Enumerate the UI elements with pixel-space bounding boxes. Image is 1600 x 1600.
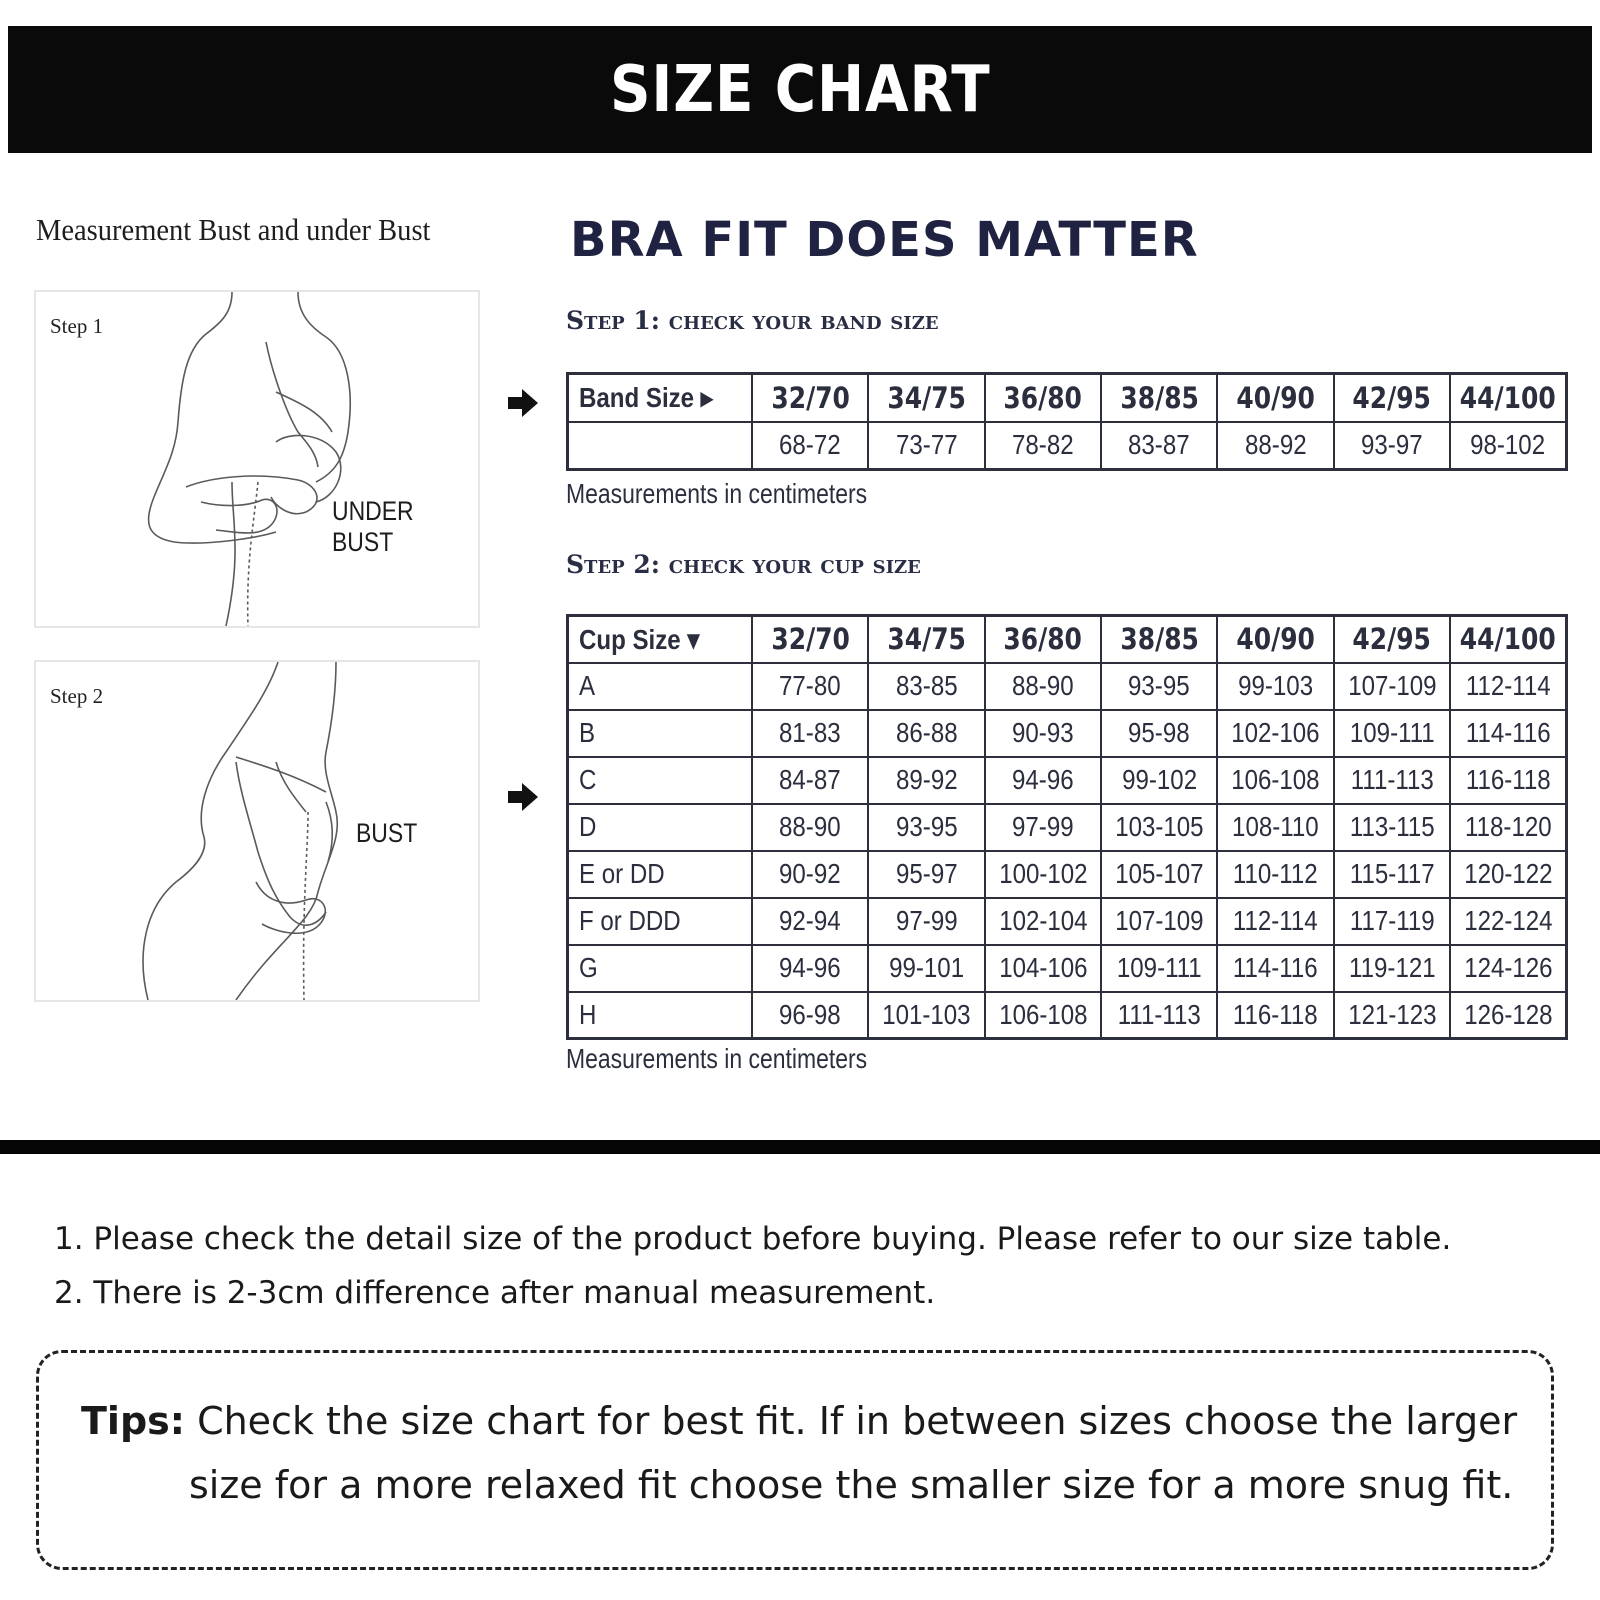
cup-measurement-cell: 112-114 <box>1217 898 1333 945</box>
cup-measurement-cell: 108-110 <box>1217 804 1333 851</box>
band-size-col: 34/75 <box>868 374 984 422</box>
step2-heading <box>566 550 921 579</box>
tips-line1: Check the size chart for best fit. If in between sizes choose the larger <box>197 1399 1518 1443</box>
band-header-row <box>568 374 1567 422</box>
cup-measurement-cell: 96-98 <box>752 992 868 1039</box>
cup-size-table <box>566 614 1568 1040</box>
cup-size-col: 34/75 <box>868 616 984 663</box>
band-measurement-cell: 88-92 <box>1217 422 1333 470</box>
cup-size-col: 42/95 <box>1334 616 1450 663</box>
cup-measurement-cell: 109-111 <box>1334 710 1450 757</box>
cup-measurement-cell: 124-126 <box>1450 945 1566 992</box>
band-size-col: 40/90 <box>1217 374 1333 422</box>
cup-measurement-cell: 86-88 <box>868 710 984 757</box>
cup-measurement-cell: 112-114 <box>1450 663 1566 710</box>
band-measurement-cell: 78-82 <box>985 422 1101 470</box>
band-size-col: 36/80 <box>985 374 1101 422</box>
band-size-col: 44/100 <box>1450 374 1566 422</box>
band-size-col: 38/85 <box>1101 374 1217 422</box>
tips-box <box>36 1350 1554 1570</box>
cup-letter-cell: C <box>568 757 753 804</box>
cup-measurement-cell: 97-99 <box>985 804 1101 851</box>
band-size-col: 32/70 <box>752 374 868 422</box>
size-chart-banner <box>8 26 1592 153</box>
cup-measurement-cell: 99-102 <box>1101 757 1217 804</box>
cup-measurement-cell: 92-94 <box>752 898 868 945</box>
cup-measurement-cell: 84-87 <box>752 757 868 804</box>
step1-heading-title: check your band size <box>668 306 939 335</box>
cup-measurement-cell: 111-113 <box>1334 757 1450 804</box>
cup-row <box>568 804 1567 851</box>
cup-header-row <box>568 616 1567 663</box>
cup-measurement-cell: 121-123 <box>1334 992 1450 1039</box>
band-size-col: 42/95 <box>1334 374 1450 422</box>
cup-measurement-cell: 111-113 <box>1101 992 1217 1039</box>
cup-measurement-cell: 104-106 <box>985 945 1101 992</box>
cup-measurement-cell: 89-92 <box>868 757 984 804</box>
cup-measurement-cell: 81-83 <box>752 710 868 757</box>
cup-row <box>568 710 1567 757</box>
cup-measurement-cell: 107-109 <box>1334 663 1450 710</box>
cup-measurement-cell: 97-99 <box>868 898 984 945</box>
band-measurement-cell: 98-102 <box>1450 422 1566 470</box>
cup-measurement-cell: 101-103 <box>868 992 984 1039</box>
cup-measurement-cell: 94-96 <box>985 757 1101 804</box>
cup-row <box>568 851 1567 898</box>
band-measurement-cell: 83-87 <box>1101 422 1217 470</box>
cup-size-col: 32/70 <box>752 616 868 663</box>
cup-letter-cell: B <box>568 710 753 757</box>
cup-measurement-cell: 116-118 <box>1217 992 1333 1039</box>
cup-letter-cell: E or DD <box>568 851 753 898</box>
cup-row <box>568 898 1567 945</box>
cup-row <box>568 992 1567 1039</box>
cup-row <box>568 945 1567 992</box>
cup-measurement-cell: 126-128 <box>1450 992 1566 1039</box>
band-measurement-cell: 93-97 <box>1334 422 1450 470</box>
cup-measurement-cell: 115-117 <box>1334 851 1450 898</box>
cup-measurement-cell: 88-90 <box>985 663 1101 710</box>
cup-measurement-cell: 83-85 <box>868 663 984 710</box>
cup-letter-cell: H <box>568 992 753 1039</box>
cup-measurement-cell: 99-103 <box>1217 663 1333 710</box>
note-item: 1. Please check the detail size of the product before buying. Please refer to our size table. <box>54 1221 1452 1257</box>
band-size-table <box>566 372 1568 471</box>
cup-size-label: Cup Size ▾ <box>568 616 753 663</box>
cup-measurement-cell: 116-118 <box>1450 757 1566 804</box>
cup-measurement-cell: 114-116 <box>1450 710 1566 757</box>
cup-row <box>568 757 1567 804</box>
cup-size-col: 36/80 <box>985 616 1101 663</box>
cup-size-col: 38/85 <box>1101 616 1217 663</box>
cup-measurement-cell: 113-115 <box>1334 804 1450 851</box>
cup-measurement-cell: 95-97 <box>868 851 984 898</box>
cup-measurement-cell: 100-102 <box>985 851 1101 898</box>
tips-label: Tips: <box>81 1399 185 1443</box>
step2-label: Step 2 <box>50 684 104 708</box>
cup-measurement-cell: 110-112 <box>1217 851 1333 898</box>
cup-measurement-cell: 102-104 <box>985 898 1101 945</box>
tips-line2: size for a more relaxed fit choose the smaller size for a more snug fit. <box>189 1463 1514 1507</box>
bra-fit-heading: BRA FIT DOES MATTER <box>570 212 1199 268</box>
step1-illustration-panel <box>34 290 480 628</box>
under-bust-label: UNDER BUST <box>332 496 414 557</box>
cup-measurement-cell: 117-119 <box>1334 898 1450 945</box>
measurement-heading: Measurement Bust and under Bust <box>36 212 431 247</box>
section-divider <box>0 1140 1600 1154</box>
cup-measurement-cell: 93-95 <box>868 804 984 851</box>
band-measurement-row <box>568 422 1567 470</box>
cup-measurement-cell: 114-116 <box>1217 945 1333 992</box>
cup-measurement-cell: 95-98 <box>1101 710 1217 757</box>
step1-heading-prefix: Step 1: <box>566 306 661 335</box>
tips-text <box>81 1389 1521 1517</box>
step2-illustration-panel <box>34 660 480 1002</box>
cup-measurement-cell: 119-121 <box>1334 945 1450 992</box>
cup-measurement-cell: 77-80 <box>752 663 868 710</box>
empty-cell <box>568 422 753 470</box>
notes-list <box>54 1212 1451 1320</box>
cup-measurement-cell: 99-101 <box>868 945 984 992</box>
banner-title: SIZE CHART <box>609 52 991 127</box>
cup-letter-cell: D <box>568 804 753 851</box>
band-measurement-cell: 68-72 <box>752 422 868 470</box>
cup-measurement-cell: 94-96 <box>752 945 868 992</box>
cup-size-col: 44/100 <box>1450 616 1566 663</box>
step1-heading <box>566 306 939 335</box>
cup-measurement-cell: 90-92 <box>752 851 868 898</box>
cup-measurement-cell: 93-95 <box>1101 663 1217 710</box>
under-bust-figure-icon <box>36 292 478 626</box>
cup-measurement-cell: 118-120 <box>1450 804 1566 851</box>
note-item: 2. There is 2-3cm difference after manual measurement. <box>54 1275 936 1311</box>
cup-measurement-cell: 109-111 <box>1101 945 1217 992</box>
cup-measurement-cell: 120-122 <box>1450 851 1566 898</box>
cup-row <box>568 663 1567 710</box>
cup-measurement-cell: 102-106 <box>1217 710 1333 757</box>
cup-letter-cell: G <box>568 945 753 992</box>
band-unit-note: Measurements in centimeters <box>566 478 868 509</box>
step2-heading-title: check your cup size <box>668 550 921 579</box>
bust-label: BUST <box>356 818 418 848</box>
cup-letter-cell: A <box>568 663 753 710</box>
cup-measurement-cell: 106-108 <box>1217 757 1333 804</box>
step1-label: Step 1 <box>50 314 104 338</box>
arrow-right-icon <box>506 386 540 420</box>
cup-measurement-cell: 103-105 <box>1101 804 1217 851</box>
cup-size-col: 40/90 <box>1217 616 1333 663</box>
band-measurement-cell: 73-77 <box>868 422 984 470</box>
cup-measurement-cell: 122-124 <box>1450 898 1566 945</box>
step2-heading-prefix: Step 2: <box>566 550 661 579</box>
cup-measurement-cell: 105-107 <box>1101 851 1217 898</box>
cup-measurement-cell: 88-90 <box>752 804 868 851</box>
cup-measurement-cell: 106-108 <box>985 992 1101 1039</box>
cup-letter-cell: F or DDD <box>568 898 753 945</box>
cup-unit-note: Measurements in centimeters <box>566 1043 868 1074</box>
cup-measurement-cell: 90-93 <box>985 710 1101 757</box>
band-size-label: Band Size ▸ <box>568 374 753 422</box>
arrow-right-icon <box>506 780 540 814</box>
cup-measurement-cell: 107-109 <box>1101 898 1217 945</box>
